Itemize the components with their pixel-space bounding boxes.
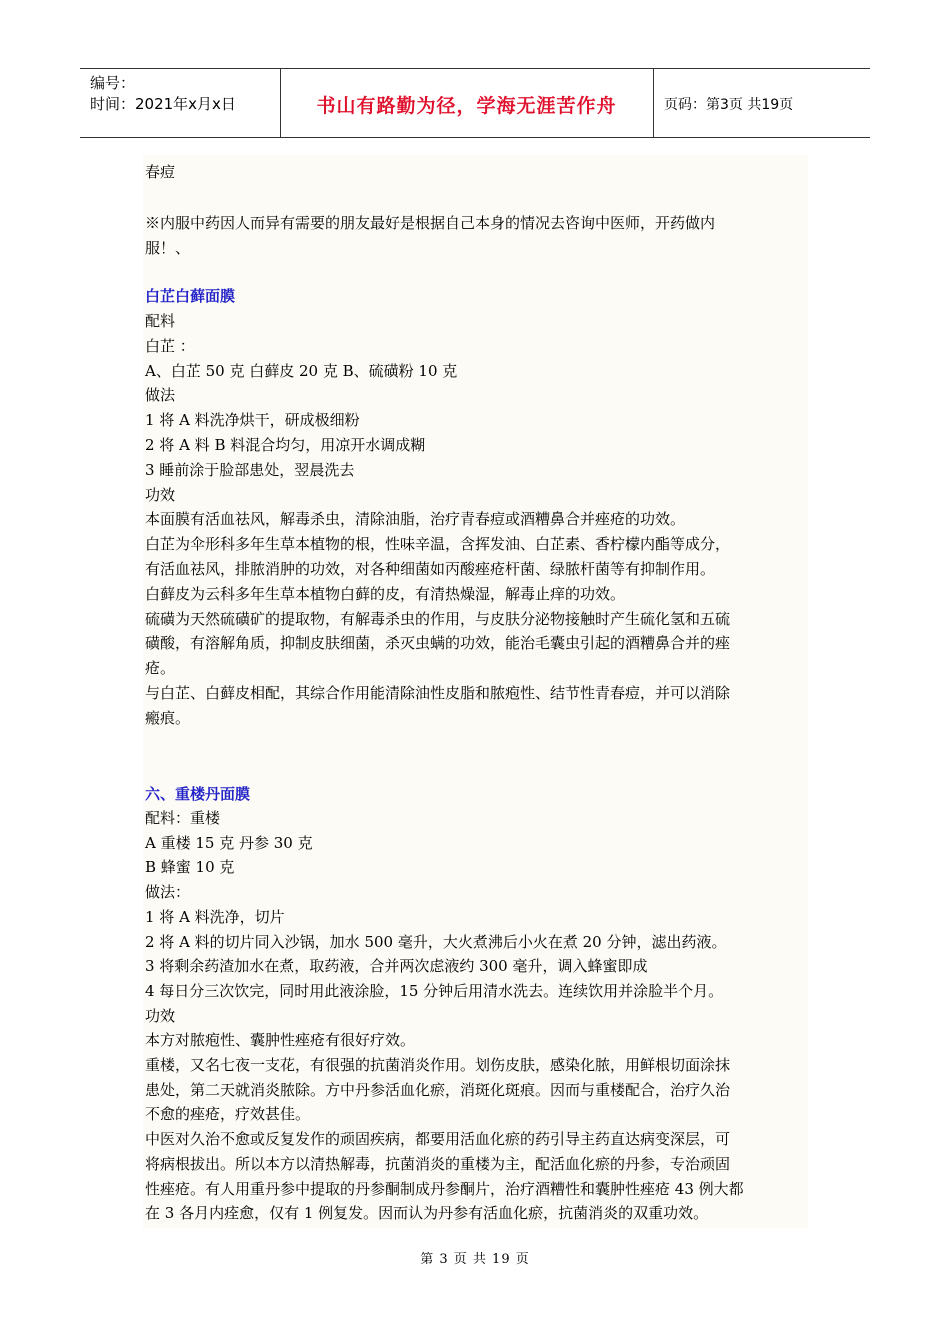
body-line: 配料: [145, 312, 176, 330]
body-line: 本面膜有活血祛风，解毒杀虫，清除油脂，治疗青春痘或酒糟鼻合并痤疮的功效。: [145, 510, 686, 529]
body-line: 做法: [145, 386, 176, 405]
body-line: 将病根拔出。所以本方以清热解毒，抗菌消炎的重楼为主，配活血化瘀的丹参，专治顽固: [145, 1154, 731, 1173]
body-line: 不愈的痤疮，疗效甚佳。: [145, 1105, 311, 1124]
body-line: 患处，第二天就消炎脓除。方中丹参活血化瘀，消斑化斑痕。因而与重楼配合，治疗久治: [145, 1080, 731, 1099]
body-line: 配料：重楼: [145, 809, 221, 827]
body-line: 瘢痕。: [145, 708, 191, 727]
body-line: 白芷为伞形科多年生草本植物的根，性味辛温，含挥发油、白芷素、香柠檬内酯等成分，: [145, 535, 731, 554]
intro-line: 春痘: [145, 163, 176, 181]
time-label: 时间：2021年x月x日: [90, 95, 236, 113]
header-info-cell: [80, 69, 281, 137]
body-line: 功效: [145, 1006, 176, 1025]
body-line: A 重楼 15 克 丹参 30 克: [145, 833, 313, 852]
body-line: 白芷 ：: [145, 336, 195, 355]
body-line: 与白芷、白藓皮相配，其综合作用能清除油性皮脂和脓疱性、结节性青春痘，并可以消除: [145, 684, 731, 702]
motto-text: 书山有路勤为径，学海无涯苦作舟: [316, 95, 617, 117]
body-line: 4 每日分三次饮完，同时用此液涂脸，15 分钟后用清水洗去。连续饮用并涂脸半个月。: [145, 981, 724, 1000]
body-line: A、白芷 50 克 白藓皮 20 克 B、硫磺粉 10 克: [145, 361, 458, 380]
body-line: 疮。: [145, 659, 176, 678]
body-line: 做法：: [145, 883, 191, 902]
body-line: 白藓皮为云科多年生草本植物白藓的皮，有清热燥湿，解毒止痒的功效。: [145, 584, 626, 603]
page-header: [80, 68, 870, 138]
section-title: 六、重楼丹面膜: [145, 785, 251, 803]
header-motto-cell: [280, 69, 654, 137]
body-line: 硫磺为天然硫磺矿的提取物，有解毒杀虫的作用，与皮肤分泌物接触时产生硫化氢和五硫: [145, 609, 731, 628]
section-title: 白芷白藓面膜: [145, 287, 236, 305]
body-line: 在 3 各月内痊愈，仅有 1 例复发。因而认为丹参有活血化瘀，抗菌消炎的双重功效。: [145, 1204, 709, 1223]
page-footer: 第 3 页 共 19 页: [420, 1252, 530, 1267]
body-line: 1 将 A 料洗净烘干，研成极细粉: [145, 411, 360, 430]
body-line: 3 将剩余药渣加水在煮，取药液，合并两次虑液约 300 毫升，调入蜂蜜即成: [145, 957, 648, 976]
body-line: 中医对久治不愈或反复发作的顽固疾病，都要用活血化瘀的药引导主药直达病变深层，可: [145, 1130, 731, 1149]
header-page-cell: [654, 69, 870, 137]
note-line: 服！、: [145, 239, 191, 257]
page-info: 页码：第3页 共19页: [664, 97, 794, 113]
body-line: 重楼，又名七夜一支花，有很强的抗菌消炎作用。划伤皮肤，感染化脓，用鲜根切面涂抹: [145, 1056, 731, 1074]
body-line: 3 睡前涂于脸部患处，翌晨洗去: [145, 460, 355, 479]
note-line: ※内服中药因人而异有需要的朋友最好是根据自己本身的情况去咨询中医师，开药做内: [145, 214, 716, 232]
body-line: 有活血祛风，排脓消肿的功效，对各种细菌如丙酸痤疮杆菌、绿脓杆菌等有抑制作用。: [145, 560, 716, 578]
body-line: B 蜂蜜 10 克: [145, 858, 235, 877]
body-line: 磺酸，有溶解角质，抑制皮肤细菌，杀灭虫螨的功效，能治毛囊虫引起的酒糟鼻合并的痤: [145, 634, 731, 653]
body-line: 性痤疮。有人用重丹参中提取的丹参酮制成丹参酮片，治疗酒糟性和囊肿性痤疮 43 例大都: [145, 1179, 744, 1198]
body-line: 2 将 A 料 B 料混合均匀，用凉开水调成糊: [145, 436, 426, 454]
number-label: 编号：: [90, 74, 136, 92]
body-line: 本方对脓疱性、囊肿性痤疮有很好疗效。: [145, 1031, 416, 1050]
body-line: 1 将 A 料洗净，切片: [145, 907, 285, 926]
body-line: 功效: [145, 485, 176, 504]
document-body: [143, 155, 808, 1228]
body-line: 2 将 A 料的切片同入沙锅，加水 500 毫升，大火煮沸后小火在煮 20 分钟，滤出药液。: [145, 932, 727, 951]
